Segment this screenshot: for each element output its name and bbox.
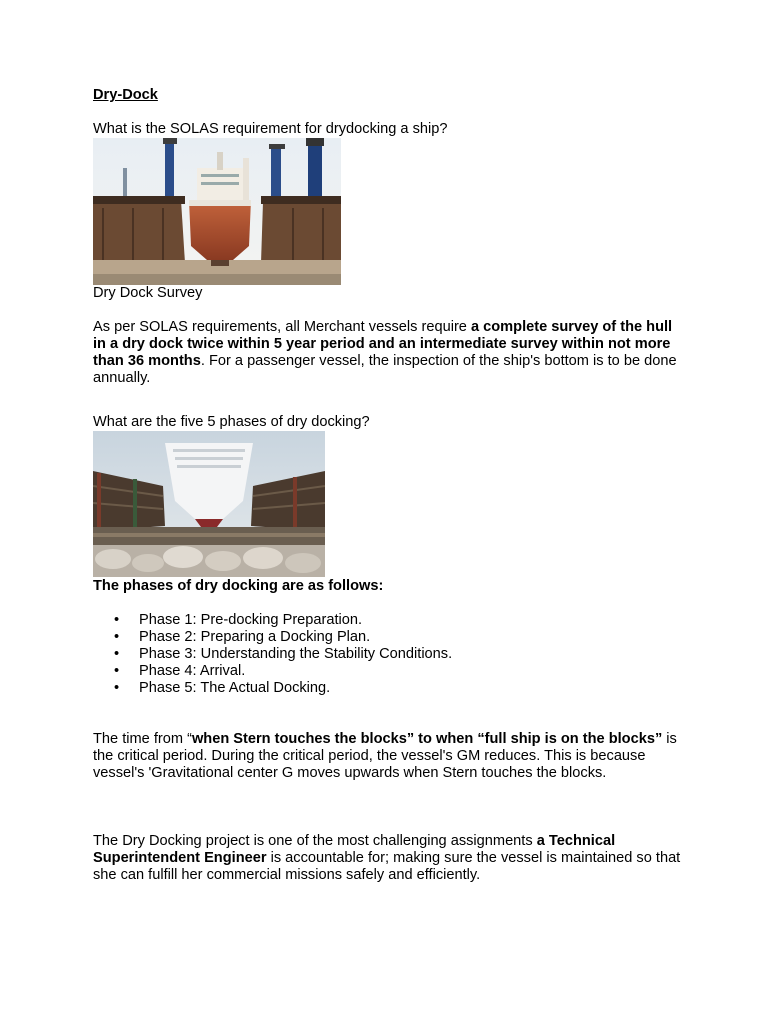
list-item: • Phase 1: Pre-docking Preparation. [93,612,683,629]
document-title: Dry-Dock [93,87,158,103]
phases-heading: The phases of dry docking are as follows: [93,578,384,594]
question-solas: What is the SOLAS requirement for drydocking a ship? [93,121,448,137]
paragraph-text: is accountable for; making sure the vessel is maintained so that she can fulfill her commercial missions safely and efficiently. [93,850,681,883]
list-item: • Phase 4: Arrival. [93,663,683,680]
cruise-ship-bow-dry-dock-photo [93,431,325,577]
paragraph-critical-period [93,731,683,782]
paragraph-text: The Dry Docking project is one of the most challenging assignments [93,833,537,849]
list-item: • Phase 5: The Actual Docking. [93,680,683,697]
paragraph-bold-text: a Technical Superintendent Engineer [93,833,616,866]
list-item: • Phase 2: Preparing a Docking Plan. [93,629,683,646]
paragraph-text: The time from “ [93,731,192,747]
photo-caption: Dry Dock Survey [93,285,203,301]
phases-list [93,612,683,697]
paragraph-text: is the critical period. During the critical period, the vessel's GM reduces. This is because vessel's 'Gravitational center G moves upwards when Stern touches the blocks. [93,731,677,781]
paragraph-bold-text: a complete survey of the hull in a dry dock twice within 5 year period and an intermediate survey within not more than 36 months [93,319,673,369]
paragraph-text: . For a passenger vessel, the inspection of the ship's bottom is to be done annually. [93,353,677,386]
ship-in-dry-dock-photo [93,138,341,285]
document-body [93,87,683,884]
paragraph-text: As per SOLAS requirements, all Merchant vessels require [93,319,471,335]
paragraph-bold-text: when Stern touches the blocks” to when “full ship is on the blocks” [191,731,663,747]
question-phases: What are the five 5 phases of dry docking? [93,414,370,430]
paragraph-solas-requirement [93,319,683,387]
paragraph-technical-superintendent [93,833,683,884]
list-item: • Phase 3: Understanding the Stability Conditions. [93,646,683,663]
